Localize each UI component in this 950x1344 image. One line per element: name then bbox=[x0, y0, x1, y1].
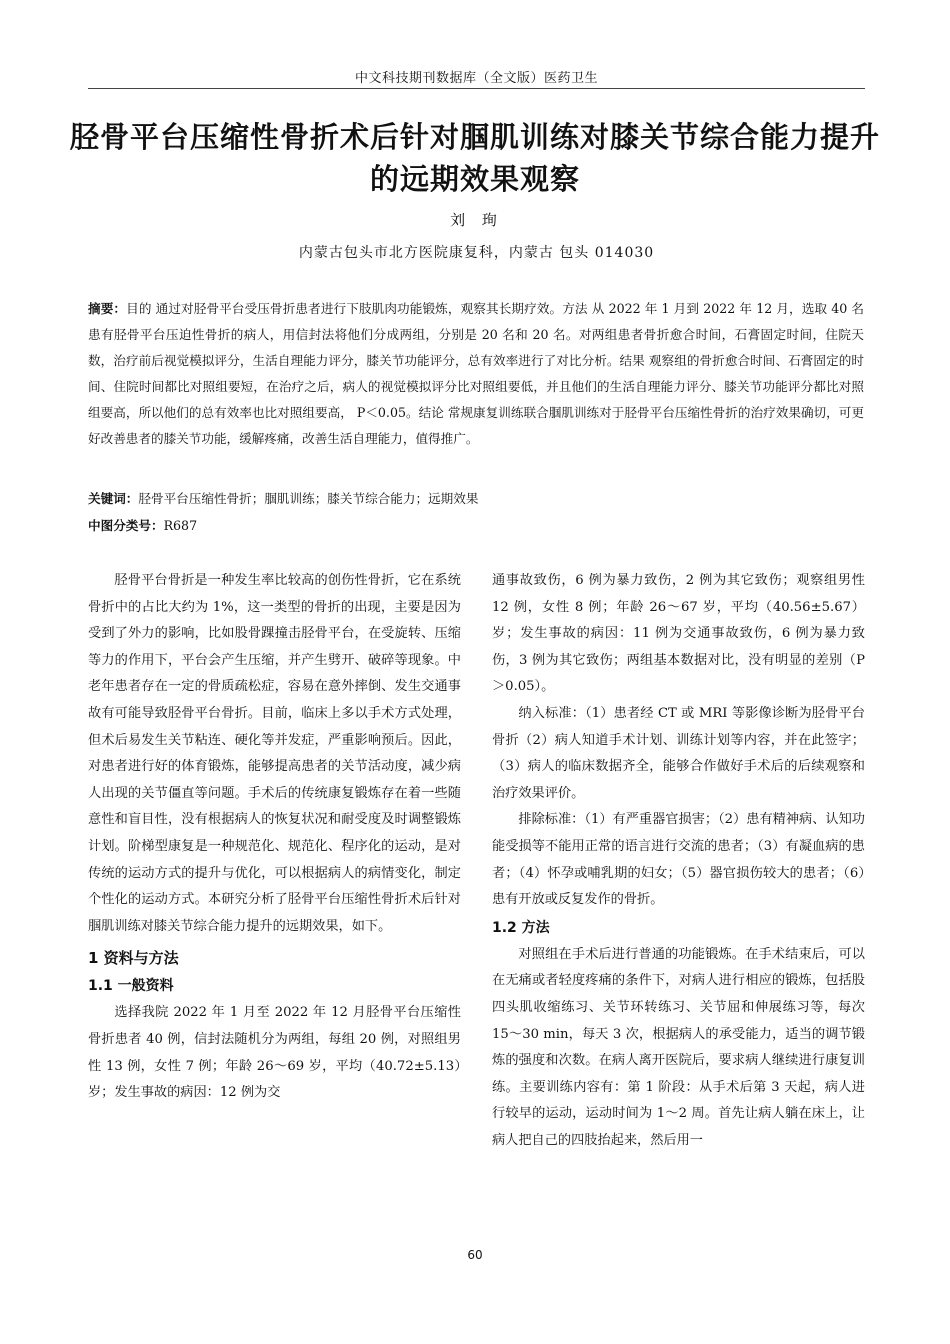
affiliation: 内蒙古包头市北方医院康复科，内蒙古 包头 014030 bbox=[298, 245, 655, 261]
classification-text: R687 bbox=[163, 518, 198, 533]
section-heading-materials-methods: 1 资料与方法 bbox=[88, 949, 179, 968]
abstract bbox=[88, 296, 864, 452]
keywords-label: 关键词： bbox=[88, 491, 139, 506]
exclusion-criteria: 排除标准：（1）有严重器官损害；（2）患有精神病、认知功能受损等不能用正常的语言进行交流的患者；（3）有凝血病的患者；（4）怀孕或哺乳期的妇女；（5）器官损伤较大的患者；（6）患有开放或反复发作的骨折。 bbox=[492, 812, 865, 908]
general-data-paragraph: 选择我院 2022 年 1 月至 2022 年 12 月胫骨平台压缩性骨折患者 40 例，信封法随机分为两组，每组 20 例，对照组男性 13 例，女性 7 例；年龄 26～69 岁，平均（40.72±5.13）岁；发生事故的病因：12 例为交 bbox=[88, 1005, 461, 1101]
subsection-heading-methods: 1.2 方法 bbox=[492, 919, 550, 936]
journal-header: 中文科技期刊数据库（全文版）医药卫生 bbox=[354, 71, 598, 86]
classification-label: 中图分类号： bbox=[88, 518, 164, 533]
intro-paragraph: 胫骨平台骨折是一种发生率比较高的创伤性骨折，它在系统骨折中的占比大约为 1%，这一类型的骨折的出现，主要是因为受到了外力的影响，比如股骨踝撞击胫骨平台，在受旋转、压缩等力的作用下，平台会产生压缩，并产生劈开、破碎等现象。中老年患者存在一定的骨质疏松症，容易在意外摔倒、发生交通事故有可能导致胫骨平台骨折。目前，临床上多以手术方式处理，但术后易发生关节粘连、硬化等并发症，严重影响预后。因此，对患者进行好的体育锻炼，能够提高患者的关节活动度，减少病人出现的关节僵直等问题。手术后的传统康复锻炼存在着一些随意性和盲目性，没有根据病人的恢复状况和耐受度及时调整锻炼计划。阶梯型康复是一种规范化、规范化、程序化的运动，是对传统的运动方式的提升与优化，可以根据病人的病情变化，制定个性化的运动方式。本研究分析了胫骨平台压缩性骨折术后针对腘肌训练对膝关节综合能力提升的远期效果，如下。 bbox=[88, 573, 461, 934]
paper-title: 胫骨平台压缩性骨折术后针对腘肌训练对膝关节综合能力提升的远期效果观察 bbox=[70, 120, 881, 196]
keywords-text: 胫骨平台压缩性骨折；腘肌训练；膝关节综合能力；远期效果 bbox=[138, 491, 479, 506]
inclusion-criteria: 纳入标准：（1）患者经 CT 或 MRI 等影像诊断为胫骨平台骨折（2）病人知道手术计划、训练计划等内容，并在此签字；（3）病人的临床数据齐全，能够合作做好手术后的后续观察和治疗效果评价。 bbox=[492, 705, 865, 801]
abstract-label: 摘要： bbox=[88, 301, 127, 316]
left-column bbox=[88, 568, 461, 1107]
author: 刘 珣 bbox=[450, 211, 503, 229]
header-rule bbox=[88, 88, 865, 89]
right-column bbox=[492, 568, 865, 1154]
keywords bbox=[88, 488, 864, 510]
subsection-heading-general-data: 1.1 一般资料 bbox=[88, 978, 174, 995]
classification bbox=[88, 515, 864, 537]
general-data-continued: 通事故致伤，6 例为暴力致伤，2 例为其它致伤；观察组男性 12 例，女性 8 例；年龄 26～67 岁，平均（40.56±5.67）岁；发生事故的病因：11 例为交通事故致伤，6 例为暴力致伤，3 例为其它致伤；两组基本数据对比，没有明显的差别（P＞0.05）。 bbox=[492, 573, 865, 695]
page-number: 60 bbox=[467, 1248, 483, 1262]
methods-paragraph: 对照组在手术后进行普通的功能锻炼。在手术结束后，可以在无痛或者轻度疼痛的条件下，对病人进行相应的锻炼，包括股四头肌收缩练习、关节环转练习、关节屈和伸展练习等，每次 15～30 min，每天 3 次，根据病人的承受能力，适当的调节锻炼的强度和次数。在病人离开医院后，要求病人继续进行康复训练。主要训练内容有：第 1 阶段：从手术后第 3 天起，病人进行较早的运动，运动时间为 1～2 周。首先让病人躺在床上，让病人把自己的四肢抬起来，然后用一 bbox=[492, 946, 865, 1148]
abstract-text: 目的 通过对胫骨平台受压骨折患者进行下肢肌肉功能锻炼，观察其长期疗效。方法 从 2022 年 1 月到 2022 年 12 月，选取 40 名患有胫骨平台压迫性骨折的病人，用信封法将他们分成两组，分别是 20 名和 20 名。对两组患者骨折愈合时间，石膏固定时间，住院天数，治疗前后视觉模拟评分，生活自理能力评分，膝关节功能评分，总有效率进行了对比分析。结果 观察组的骨折愈合时间、石膏固定的时间、住院时间都比对照组要短，在治疗之后，病人的视觉模拟评分比对照组要低，并且他们的生活自理能力评分、膝关节功能评分都比对照组要高，所以他们的总有效率也比对照组要高， P＜0.05。结论 常规康复训练联合腘肌训练对于胫骨平台压缩性骨折的治疗效果确切，可更好改善患者的膝关节功能，缓解疼痛，改善生活自理能力，值得推广。 bbox=[88, 301, 865, 446]
